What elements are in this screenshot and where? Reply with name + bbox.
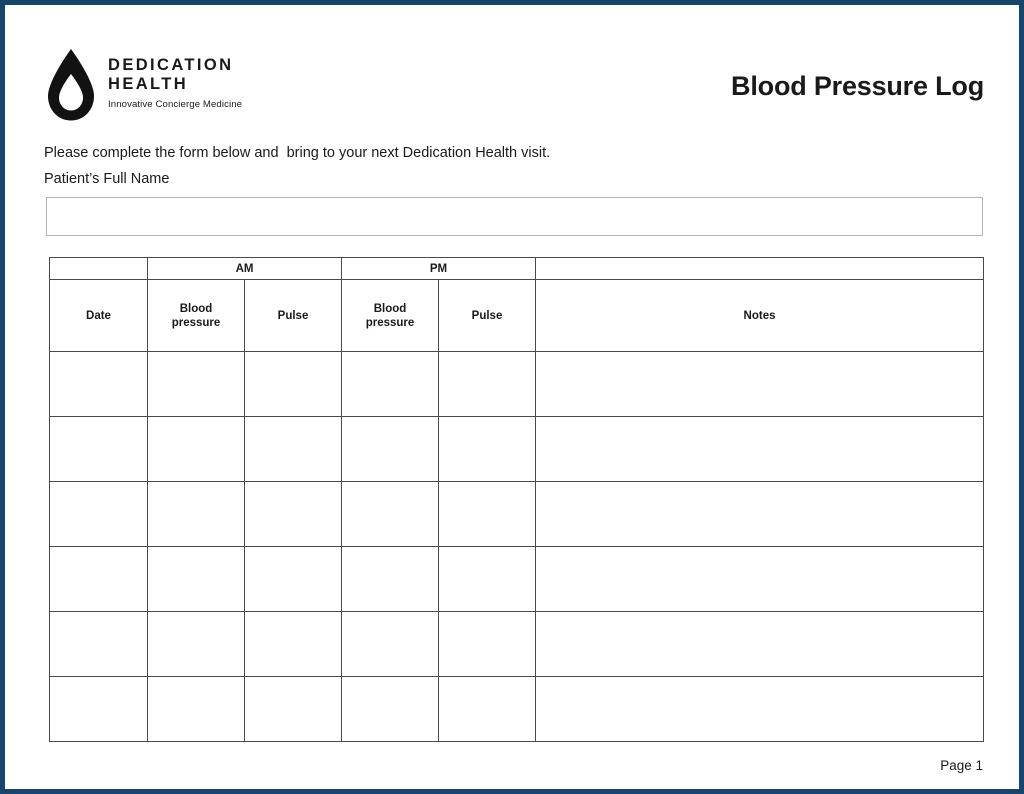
cell-date[interactable] — [50, 677, 148, 742]
cell-am-blood-pressure[interactable] — [148, 352, 245, 417]
column-header-pm-pulse: Pulse — [439, 280, 536, 352]
cell-pm-blood-pressure[interactable] — [342, 352, 439, 417]
patient-name-label: Patient’s Full Name — [44, 171, 170, 187]
blood-pressure-log-table — [49, 257, 984, 742]
cell-am-blood-pressure[interactable] — [148, 612, 245, 677]
group-header-pm: PM — [342, 258, 536, 280]
cell-am-blood-pressure[interactable] — [148, 417, 245, 482]
patient-name-input[interactable] — [46, 197, 983, 236]
cell-am-pulse[interactable] — [245, 547, 342, 612]
cell-pm-pulse[interactable] — [439, 482, 536, 547]
page-canvas — [5, 5, 1019, 789]
cell-am-pulse[interactable] — [245, 612, 342, 677]
cell-notes[interactable] — [536, 677, 984, 742]
cell-notes[interactable] — [536, 417, 984, 482]
am-bp-label-line-1: Blood — [179, 302, 213, 315]
cell-notes[interactable] — [536, 352, 984, 417]
table-column-header-row — [50, 280, 984, 352]
brand-name-line-1: DEDICATION — [108, 56, 234, 74]
cell-pm-blood-pressure[interactable] — [342, 612, 439, 677]
table-row — [50, 352, 984, 417]
column-header-date: Date — [50, 280, 148, 352]
table-row — [50, 612, 984, 677]
column-header-notes: Notes — [536, 280, 984, 352]
cell-pm-pulse[interactable] — [439, 547, 536, 612]
table-row — [50, 547, 984, 612]
brand-text-block — [108, 43, 242, 111]
cell-pm-blood-pressure[interactable] — [342, 547, 439, 612]
instruction-text: Please complete the form below and bring to your next Dedication Health visit. — [44, 145, 551, 161]
cell-am-blood-pressure[interactable] — [148, 547, 245, 612]
cell-pm-pulse[interactable] — [439, 417, 536, 482]
brand-tagline: Innovative Concierge Medicine — [108, 99, 243, 110]
cell-am-pulse[interactable] — [245, 417, 342, 482]
cell-date[interactable] — [50, 352, 148, 417]
cell-pm-blood-pressure[interactable] — [342, 482, 439, 547]
cell-pm-blood-pressure[interactable] — [342, 677, 439, 742]
cell-pm-pulse[interactable] — [439, 612, 536, 677]
cell-am-blood-pressure[interactable] — [148, 482, 245, 547]
cell-pm-pulse[interactable] — [439, 677, 536, 742]
table-group-header-row — [50, 258, 984, 280]
pm-bp-label-line-2: pressure — [365, 316, 415, 329]
cell-pm-pulse[interactable] — [439, 352, 536, 417]
page-title: Blood Pressure Log — [731, 71, 984, 101]
brand-name-line-2: HEALTH — [108, 75, 189, 93]
cell-date[interactable] — [50, 547, 148, 612]
am-bp-label-line-2: pressure — [171, 316, 221, 329]
water-droplet-icon — [44, 47, 98, 123]
cell-notes[interactable] — [536, 547, 984, 612]
table-row — [50, 677, 984, 742]
table-row — [50, 417, 984, 482]
cell-date[interactable] — [50, 612, 148, 677]
pm-bp-label-line-1: Blood — [373, 302, 407, 315]
column-header-pm-blood-pressure — [342, 280, 439, 352]
page-number-label: Page 1 — [940, 758, 983, 773]
table-body — [50, 352, 984, 742]
document-header — [5, 5, 1019, 135]
column-header-am-blood-pressure — [148, 280, 245, 352]
group-header-blank-left — [50, 258, 148, 280]
column-header-am-pulse: Pulse — [245, 280, 342, 352]
group-header-am: AM — [148, 258, 342, 280]
cell-am-pulse[interactable] — [245, 677, 342, 742]
cell-notes[interactable] — [536, 482, 984, 547]
group-header-blank-right — [536, 258, 984, 280]
cell-notes[interactable] — [536, 612, 984, 677]
cell-date[interactable] — [50, 482, 148, 547]
cell-date[interactable] — [50, 417, 148, 482]
cell-am-pulse[interactable] — [245, 352, 342, 417]
brand-lockup — [44, 43, 242, 123]
cell-pm-blood-pressure[interactable] — [342, 417, 439, 482]
table-row — [50, 482, 984, 547]
cell-am-blood-pressure[interactable] — [148, 677, 245, 742]
cell-am-pulse[interactable] — [245, 482, 342, 547]
